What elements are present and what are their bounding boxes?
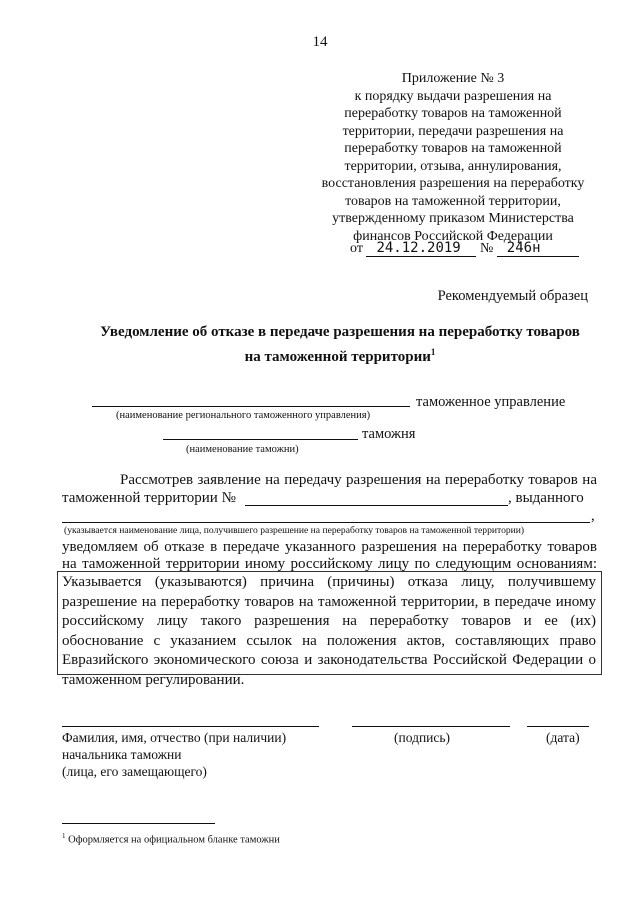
title-line-2: на таможенной территории$^1$ — [244, 347, 436, 365]
order-date: 24.12.2019 — [366, 240, 476, 257]
appendix-line: к порядку выдачи разрешения на — [354, 88, 552, 104]
reason-line: российскому лицу такого разрешения на переработку товаров и ее (их) — [62, 613, 596, 629]
number-prefix: № — [479, 241, 494, 256]
customs-admin-blank — [92, 406, 410, 407]
signer-caption-line: Фамилия, имя, отчество (при наличии) — [62, 730, 287, 745]
customs-admin-caption: (наименование регионального таможенного управления) — [116, 410, 371, 421]
reason-line: обоснование с указанием ссылок на положения актов, составляющих право — [62, 632, 596, 649]
appendix-line: переработку товаров на таможенной — [344, 106, 562, 121]
date-prefix: от — [350, 241, 363, 256]
page-number: 14 — [312, 34, 328, 50]
date-caption: (дата) — [546, 730, 580, 745]
footnote — [62, 832, 280, 846]
reason-line: Указывается (указываются) причина (причины) отказа лицу, получившему — [62, 574, 596, 590]
appendix-line: восстановления разрешения на переработку — [321, 176, 585, 191]
reason-line: таможенном регулировании. — [62, 671, 245, 688]
appendix-line: Приложение № 3 — [401, 71, 505, 86]
signer-caption-line: (лица, его замещающего) — [62, 764, 207, 779]
reason-line: Евразийского экономического союза и законодательства Российской Федерации о — [62, 652, 596, 668]
appendix-line: финансов Российской Федерации — [353, 228, 553, 244]
reason-text — [62, 573, 596, 690]
footnote-separator — [62, 823, 215, 824]
customs-admin-suffix: таможенное управление — [416, 394, 566, 410]
appendix-line: товаров на таможенной территории, — [345, 193, 561, 209]
body-line-5: на таможенной территории иному российскому лицу по следующим основаниям: — [62, 556, 597, 572]
appendix-line: территории, передачи разрешения на — [342, 123, 564, 139]
appendix-block — [318, 70, 588, 245]
appendix-line: территории, отзыва, аннулирования, — [344, 158, 562, 174]
customs-caption: (наименование таможни) — [186, 444, 299, 455]
customs-suffix: таможня — [362, 426, 416, 442]
appendix-line: утвержденному приказом Министерства — [332, 211, 574, 226]
signer-caption-line: начальника таможни — [62, 747, 182, 762]
reason-line: разрешение на переработку товаров на таможенной территории, в передаче иному — [62, 593, 596, 610]
footnote-mark: 1 — [62, 832, 66, 840]
title-line-1: Уведомление об отказе в передаче разрешения на переработку товаров — [100, 324, 580, 340]
permit-number-blank — [245, 505, 508, 506]
holder-name-blank — [62, 522, 590, 523]
order-date-line — [350, 240, 579, 257]
document-title — [60, 322, 620, 367]
holder-name-caption: (указывается наименование лица, получившего разрешение на переработку товаров на таможенной территории) — [64, 525, 525, 536]
appendix-line: переработку товаров на таможенной — [344, 141, 562, 156]
footnote-text: Оформляется на официальном бланке таможни — [68, 834, 280, 846]
body-line-1: Рассмотрев заявление на передачу разрешения на переработку товаров на — [120, 472, 597, 488]
signature-blank — [352, 726, 510, 727]
signer-caption — [62, 729, 286, 780]
customs-blank — [163, 439, 358, 440]
recommended-form-label: Рекомендуемый образец — [437, 288, 588, 304]
body-line-2-suffix: , выданного — [508, 490, 584, 506]
title-footnote-mark: 1 — [430, 347, 436, 357]
date-blank — [527, 726, 589, 727]
body-line-3-suffix: , — [591, 508, 595, 524]
body-line-2-prefix: таможенной территории № — [62, 490, 236, 506]
signature-caption: (подпись) — [394, 730, 451, 745]
body-line-4: уведомляем об отказе в передаче указанного разрешения на переработку товаров — [62, 539, 597, 555]
order-number: 246н — [497, 240, 579, 257]
name-blank — [62, 726, 319, 727]
